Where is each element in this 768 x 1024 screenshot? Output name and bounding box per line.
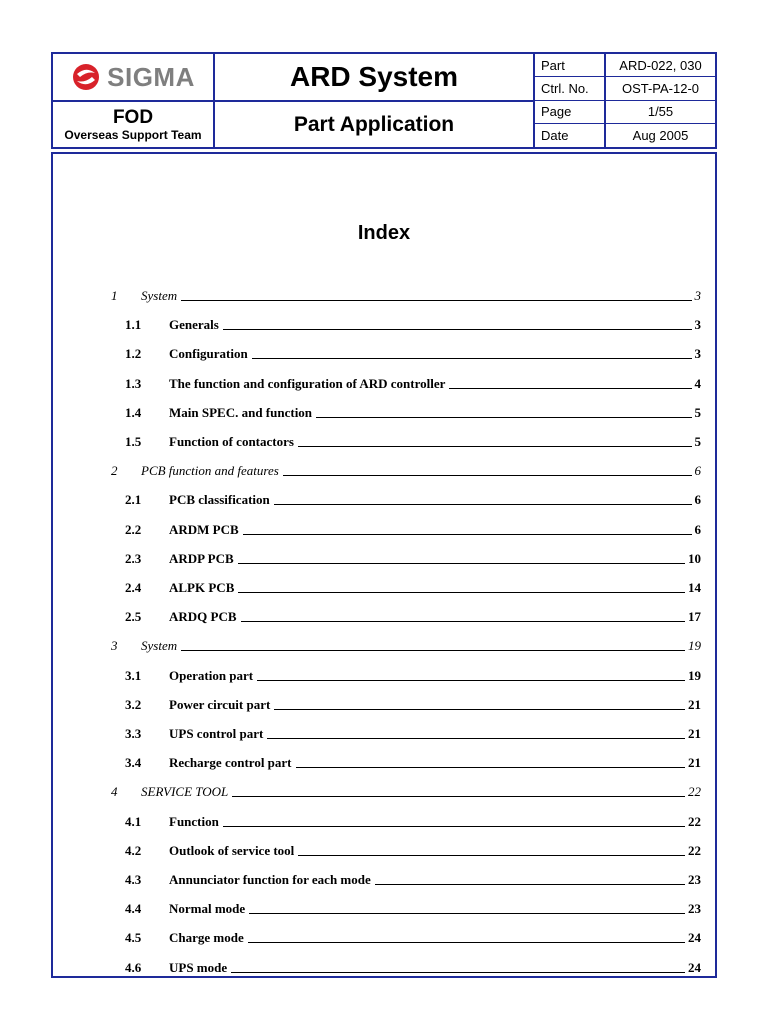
toc-entry-number: 1.1 [125,317,142,333]
toc-entry-label: ARDP PCB [169,550,234,566]
meta-row-date [535,124,715,147]
toc-entry-number: 4.5 [125,930,142,946]
toc-leader-line [243,533,692,535]
toc-entry-label: ARDM PCB [169,521,239,537]
toc-entry[interactable] [125,666,701,684]
toc-entry-number: 3.1 [125,667,142,683]
toc-entry-label: Configuration [169,346,248,362]
toc-entry[interactable] [125,928,701,946]
toc-entry[interactable] [125,607,701,625]
toc-leader-line [231,971,685,973]
toc-entry-label: Main SPEC. and function [169,404,313,420]
toc-leader-line [375,883,685,885]
toc-leader-line [283,474,692,476]
toc-entry-page: 23 [688,872,701,887]
toc-leader-line [298,445,692,447]
toc-entry-number: 1.5 [125,434,142,449]
toc-entry[interactable] [125,520,701,538]
toc-leader-line [248,941,685,943]
toc-entry-number: 1.3 [125,375,142,391]
toc-entry-number: 1.2 [125,346,142,362]
toc-entry-page: 5 [694,434,701,449]
toc-leader-line [267,737,685,739]
toc-entry-page: 19 [688,638,701,654]
toc-entry-number: 3.3 [125,726,142,741]
meta-table [535,54,715,147]
toc-entry-page: 17 [688,609,701,625]
toc-leader-line [223,328,692,330]
department-subtitle: Overseas Support Team [64,127,202,142]
meta-value: OST-PA-12-0 [621,80,700,96]
toc-entry-label: UPS mode [169,959,228,975]
toc-entry-page: 21 [688,755,701,771]
meta-row-page [535,101,715,124]
toc-entry-label: Outlook of service tool [169,842,295,858]
toc-entry-page: 21 [688,726,701,741]
toc-entry-page: 3 [694,288,701,303]
meta-value: Aug 2005 [632,127,689,143]
toc-entry-label: PCB classification [169,492,270,508]
meta-key: Date [535,124,606,147]
toc-entry-page: 24 [688,959,701,975]
toc-entry-number: 2.1 [125,492,142,508]
toc-entry-label: ALPK PCB [169,580,235,595]
toc-entry-number: 4.6 [125,959,142,975]
toc-entry-label: Annunciator function for each mode [169,872,371,887]
toc-entry[interactable] [111,286,701,304]
logo-cell [53,54,215,102]
toc-leader-line [316,416,691,418]
meta-value: 1/55 [647,104,674,120]
toc-entry-label: PCB function and features [141,463,279,479]
toc-entry[interactable] [125,841,701,859]
toc-entry[interactable] [125,432,701,450]
toc-entry-number: 4.3 [125,872,142,887]
toc-leader-line [252,357,692,359]
toc-entry-page: 22 [688,784,701,800]
toc-entry-page: 3 [694,346,701,362]
toc-entry-number: 1 [111,288,118,303]
meta-key: Page [535,101,606,123]
title-cell [215,54,535,102]
toc-leader-line [223,825,685,827]
toc-entry-page: 10 [688,550,701,566]
sigma-logo [71,62,195,93]
toc-entry-label: The function and configuration of ARD controller [169,375,446,391]
toc-entry-page: 3 [694,317,701,333]
toc-entry-label: UPS control part [169,726,264,741]
toc-entry-page: 6 [694,463,701,479]
toc-entry[interactable] [125,870,701,888]
toc-entry-label: Recharge control part [169,755,292,771]
toc-entry[interactable] [125,899,701,917]
toc-entry-number: 2 [111,463,118,479]
toc-entry-label: Function of contactors [169,434,294,449]
toc-entry-label: Operation part [169,667,254,683]
toc-entry-page: 22 [688,842,701,858]
toc-entry-label: Power circuit part [169,696,271,712]
toc-entry-number: 2.5 [125,609,142,625]
toc-entry-page: 14 [688,580,701,595]
sigma-swirl-icon [71,62,101,92]
toc-entry-number: 2.4 [125,580,142,595]
toc-entry-page: 6 [694,492,701,508]
logo-text: SIGMA [107,61,195,92]
department-name: FOD [112,106,154,128]
toc-entry[interactable] [111,461,701,479]
toc-entry[interactable] [125,315,701,333]
toc-entry-page: 24 [688,930,701,946]
toc-entry-number: 3.4 [125,755,142,771]
toc-entry[interactable] [125,958,701,976]
table-of-contents [53,154,715,976]
toc-entry-number: 1.4 [125,404,142,420]
toc-entry-page: 6 [694,521,701,537]
meta-value: ARD-022, 030 [619,57,702,73]
toc-entry-number: 3 [111,638,118,654]
toc-entry-page: 5 [694,404,701,420]
toc-leader-line [241,620,685,622]
toc-entry[interactable] [125,753,701,771]
toc-leader-line [257,679,685,681]
toc-entry-label: System [141,638,178,654]
toc-entry-label: Generals [169,317,219,333]
meta-row-part [535,54,715,77]
document-subtitle: Part Application [293,112,455,136]
toc-entry[interactable] [125,490,701,508]
toc-entry-page: 22 [688,813,701,829]
toc-entry-label: SERVICE TOOL [141,784,229,800]
toc-entry[interactable] [125,812,701,830]
toc-entry-number: 4.1 [125,813,142,829]
toc-entry-number: 4.2 [125,842,142,858]
toc-entry-number: 2.3 [125,550,142,566]
meta-row-ctrl-no [535,77,715,100]
department-cell [53,102,215,147]
toc-entry[interactable] [125,374,701,392]
toc-entry[interactable] [125,578,701,596]
toc-entry-page: 4 [694,375,701,391]
toc-entry[interactable] [125,403,701,421]
toc-entry-number: 4 [111,784,118,800]
toc-entry-label: Function [169,813,219,829]
subtitle-cell [215,102,535,147]
toc-entry-number: 2.2 [125,521,142,537]
toc-entry-label: Charge mode [169,930,244,946]
toc-entry[interactable] [125,344,701,362]
toc-leader-line [238,591,685,593]
toc-leader-line [298,854,685,856]
document-title: ARD System [289,61,459,92]
toc-leader-line [449,387,691,389]
toc-entry[interactable] [125,724,701,742]
document-header [51,52,717,149]
toc-entry[interactable] [111,782,701,800]
toc-entry-label: ARDQ PCB [169,609,237,625]
toc-entry[interactable] [125,549,701,567]
index-title: Index [357,222,411,244]
toc-entry[interactable] [125,695,701,713]
toc-entry-label: Normal mode [169,901,246,917]
document-body [51,152,717,978]
toc-leader-line [274,503,692,505]
toc-entry-page: 23 [688,901,701,917]
toc-leader-line [181,649,685,651]
toc-leader-line [274,708,685,710]
toc-entry[interactable] [111,636,701,654]
toc-leader-line [181,299,691,301]
toc-entry-page: 21 [688,696,701,712]
meta-key: Part [535,54,606,76]
toc-entry-label: System [141,288,178,303]
meta-key: Ctrl. No. [535,77,606,99]
toc-entry-page: 19 [688,667,701,683]
toc-leader-line [296,766,685,768]
toc-leader-line [249,912,685,914]
toc-leader-line [232,795,685,797]
toc-leader-line [238,562,685,564]
toc-entry-number: 4.4 [125,901,142,917]
toc-entry-number: 3.2 [125,696,142,712]
